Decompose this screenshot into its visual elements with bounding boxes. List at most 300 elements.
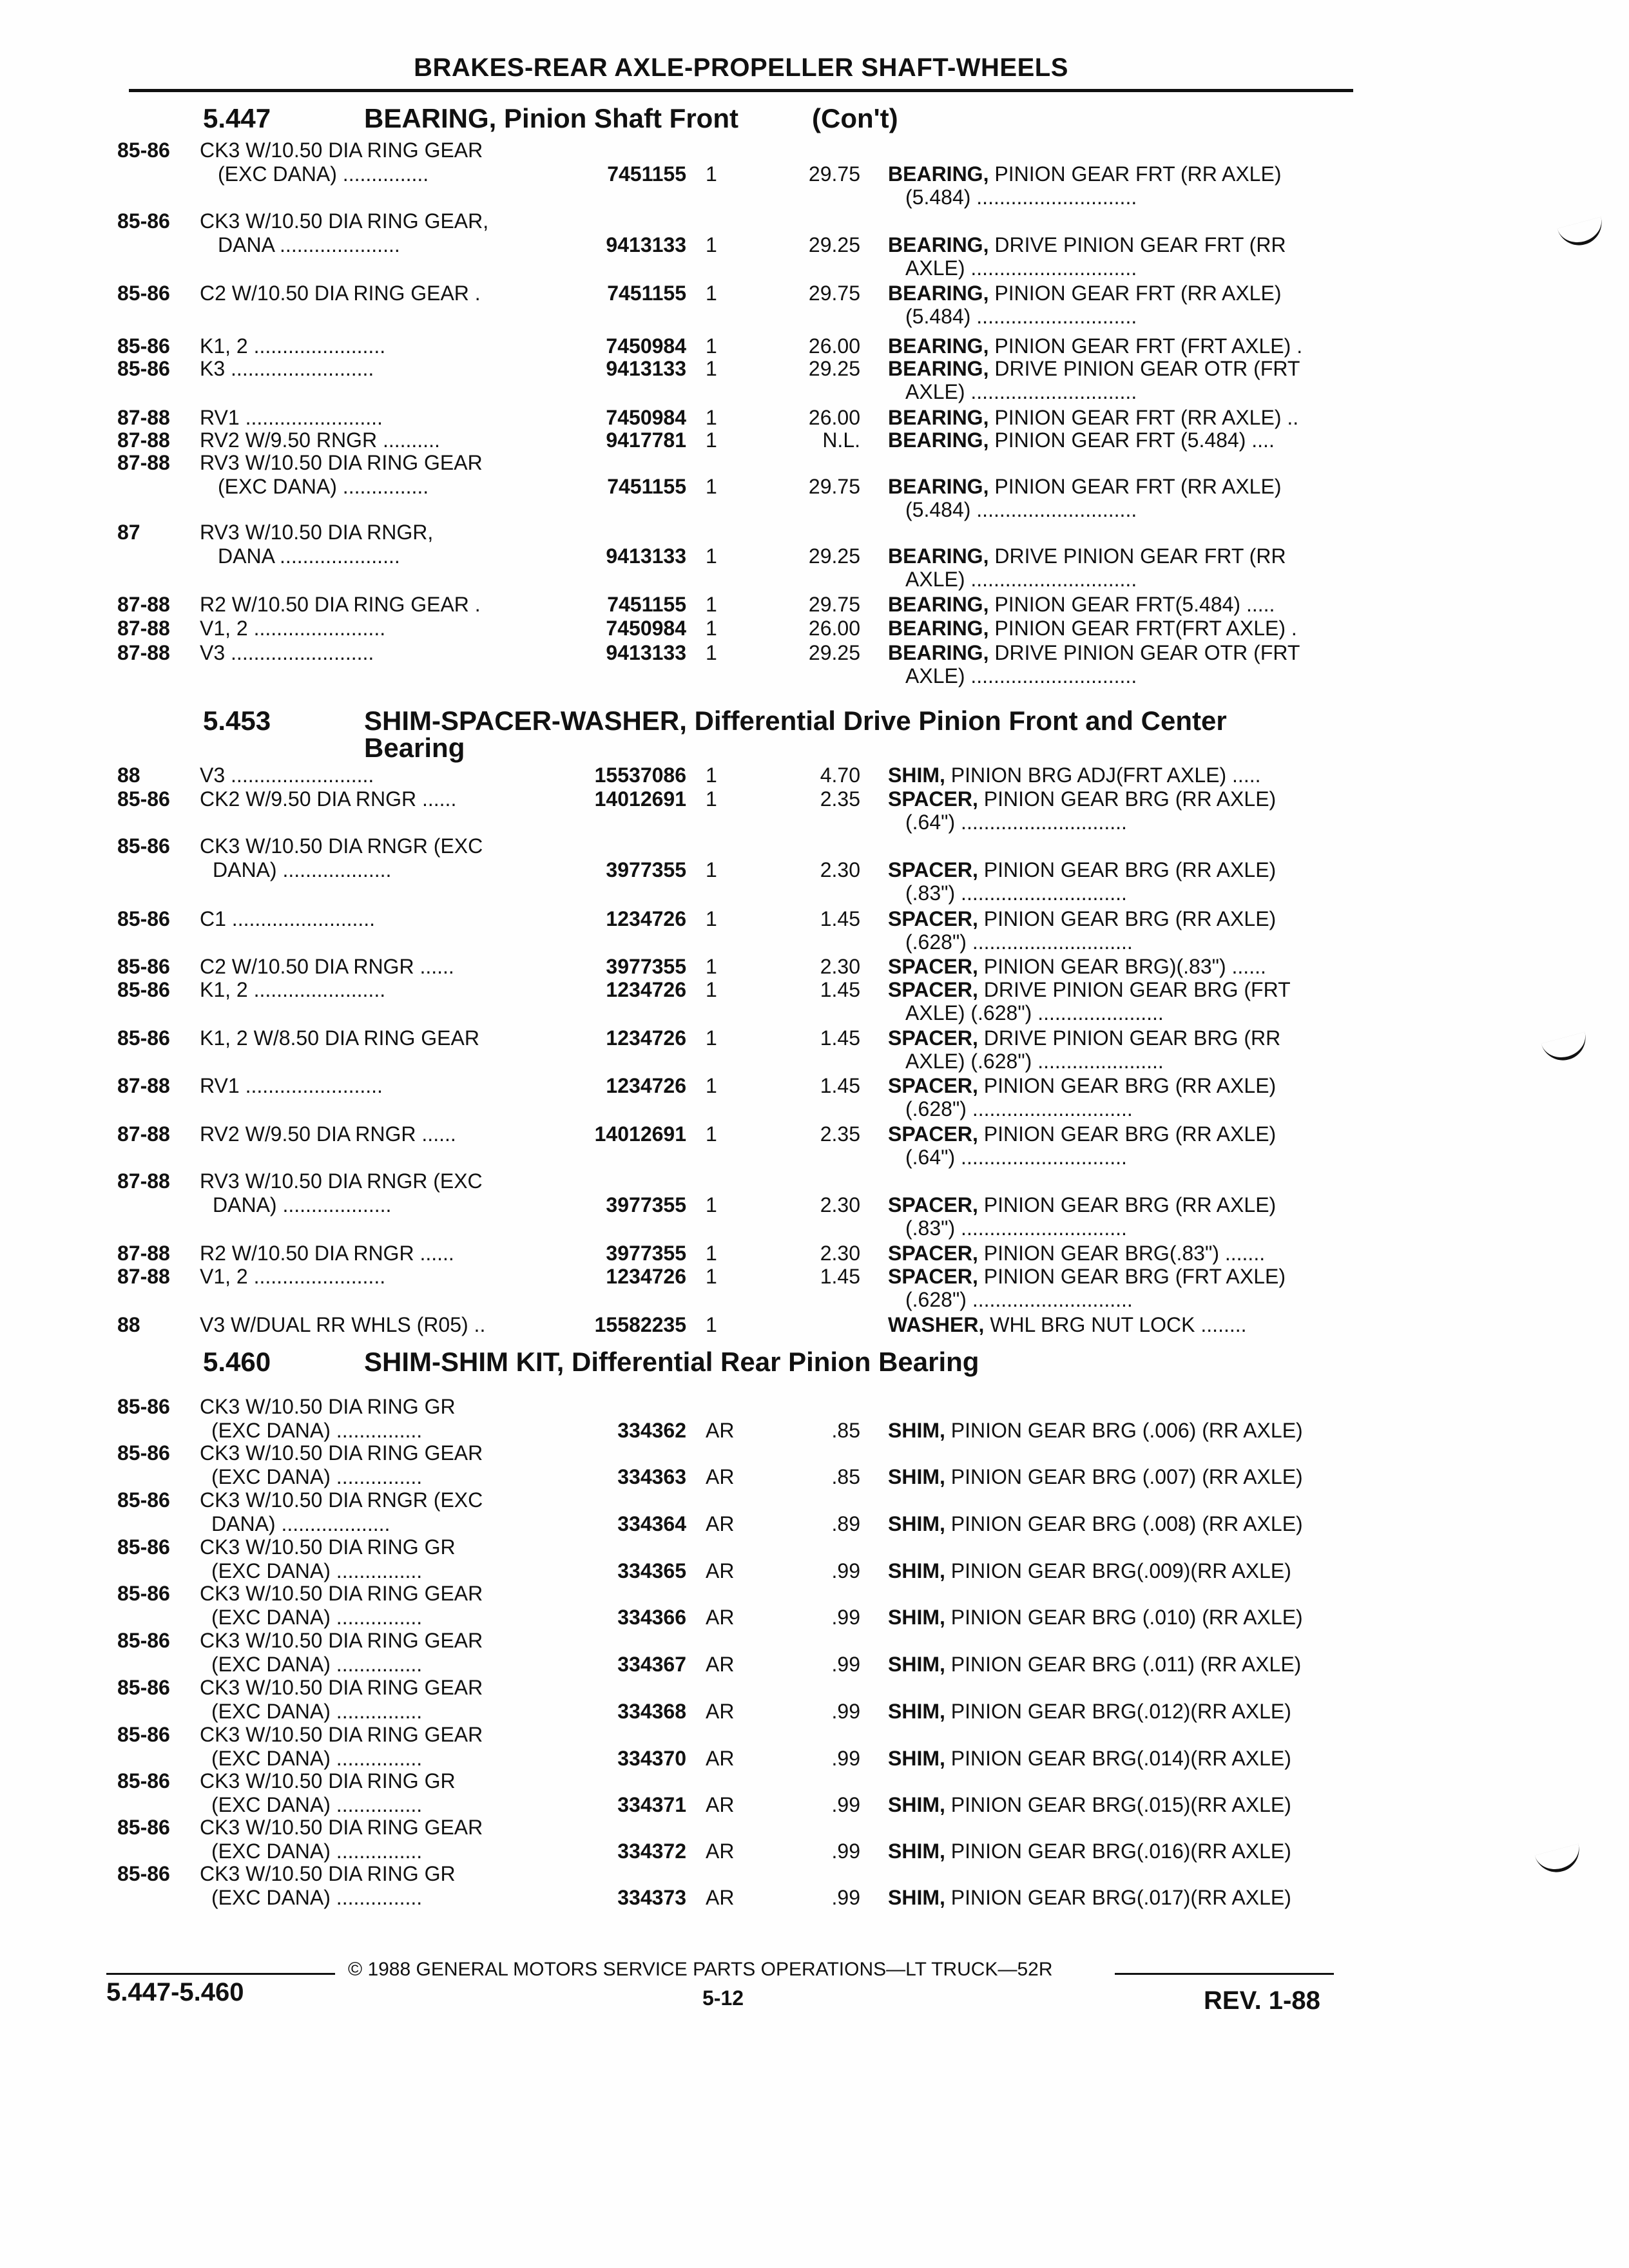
description (888, 1653, 1301, 1677)
description (888, 1242, 1265, 1265)
description-text: PINION GEAR BRG (.011) (RR AXLE) (945, 1653, 1302, 1676)
price: .85 (831, 1419, 860, 1442)
quantity: AR (706, 1747, 735, 1770)
description-text: DRIVE PINION GEAR BRG (RR (978, 1026, 1281, 1050)
model-year: 85-86 (117, 1535, 170, 1559)
model-year: 87-88 (117, 428, 170, 452)
application: RV3 W/10.50 DIA RNGR (EXC (200, 1169, 483, 1193)
description-text: PINION GEAR FRT(5.484) ..... (988, 593, 1275, 616)
price: .99 (831, 1606, 860, 1629)
part-number: 14012691 (594, 1122, 686, 1146)
description (888, 334, 1302, 358)
description-text: PINION GEAR FRT (RR AXLE) .. (988, 406, 1299, 429)
description (888, 1026, 1280, 1050)
price: 29.75 (808, 475, 860, 498)
model-year: 85-86 (117, 1395, 170, 1418)
description (888, 1747, 1291, 1771)
description (888, 907, 1276, 931)
model-year: 85-86 (117, 1582, 170, 1605)
model-year: 85-86 (117, 1441, 170, 1465)
description-noun: BEARING, (888, 593, 989, 616)
application: R2 W/10.50 DIA RING GEAR . (200, 593, 481, 616)
description-noun: SPACER, (888, 787, 978, 811)
application-cont: (EXC DANA) ............... (211, 1653, 423, 1676)
description (888, 282, 1281, 305)
description-noun: BEARING, (888, 357, 989, 380)
description-noun: SPACER, (888, 907, 978, 930)
description (888, 1886, 1291, 1910)
part-number: 3977355 (606, 955, 686, 978)
description (888, 1313, 1247, 1337)
part-number: 9413133 (606, 641, 686, 664)
application: K1, 2 ....................... (200, 334, 386, 358)
model-year: 87-88 (117, 1265, 170, 1288)
section-continued: (Con't) (812, 103, 898, 133)
model-year: 85-86 (117, 978, 170, 1001)
quantity: 1 (706, 1026, 717, 1050)
price: 26.00 (808, 617, 860, 640)
page-number: 5-12 (702, 1986, 744, 2010)
application-cont: (EXC DANA) ............... (211, 1747, 423, 1770)
quantity: 1 (706, 764, 717, 787)
section-title: SHIM-SHIM KIT, Differential Rear Pinion Bearing (364, 1347, 979, 1377)
part-number: 7450984 (606, 406, 686, 429)
model-year: 88 (117, 1313, 140, 1336)
price: 26.00 (808, 334, 860, 358)
description-text: PINION GEAR BRG (FRT AXLE) (978, 1265, 1286, 1288)
application: CK3 W/10.50 DIA RING GEAR (200, 1676, 483, 1699)
application: C2 W/10.50 DIA RING GEAR . (200, 282, 481, 305)
quantity: AR (706, 1840, 735, 1863)
description-noun: SHIM, (888, 1700, 945, 1723)
model-year: 87-88 (117, 641, 170, 664)
description-cont: AXLE) ............................. (905, 568, 1137, 591)
section-number: 5.460 (203, 1347, 271, 1377)
description-noun: SHIM, (888, 1653, 945, 1676)
application: C1 ......................... (200, 907, 376, 930)
application: K1, 2 W/8.50 DIA RING GEAR (200, 1026, 479, 1050)
application: C2 W/10.50 DIA RNGR ...... (200, 955, 454, 978)
description (888, 1074, 1276, 1098)
description-text: PINION GEAR BRG(.012)(RR AXLE) (945, 1700, 1291, 1723)
application-cont: (EXC DANA) ............... (218, 162, 429, 186)
description-cont: (.83") ............................. (905, 1216, 1127, 1240)
application: RV1 ........................ (200, 1074, 383, 1097)
quantity: AR (706, 1793, 735, 1816)
part-number: 7451155 (607, 282, 686, 305)
model-year: 85-86 (117, 139, 170, 162)
part-number: 15582235 (594, 1313, 686, 1336)
model-year: 87-88 (117, 617, 170, 640)
quantity: AR (706, 1419, 735, 1442)
description-noun: BEARING, (888, 282, 989, 305)
description-noun: BEARING, (888, 544, 989, 568)
description-text: PINION GEAR BRG (.008) (RR AXLE) (945, 1512, 1303, 1535)
part-number: 1234726 (606, 907, 686, 930)
price: 2.30 (820, 955, 860, 978)
description-text: PINION GEAR FRT (RR AXLE) (988, 162, 1282, 186)
description-noun: BEARING, (888, 428, 989, 452)
description (888, 787, 1276, 811)
price: 1.45 (820, 907, 860, 930)
model-year: 85-86 (117, 282, 170, 305)
application: CK3 W/10.50 DIA RING GR (200, 1395, 456, 1418)
model-year: 87-88 (117, 1169, 170, 1193)
model-year: 85-86 (117, 1629, 170, 1652)
part-number: 334364 (617, 1512, 686, 1535)
description-cont: AXLE) ............................. (905, 256, 1137, 280)
description-text: PINION GEAR BRG(.017)(RR AXLE) (945, 1886, 1291, 1909)
description-cont: (.628") ............................ (905, 1097, 1133, 1120)
model-year: 87-88 (117, 406, 170, 429)
description-noun: SHIM, (888, 1465, 945, 1488)
part-number: 334367 (617, 1653, 686, 1676)
application-cont: (EXC DANA) ............... (211, 1559, 423, 1582)
model-year: 85-86 (117, 834, 170, 858)
description (888, 1700, 1291, 1724)
description (888, 1465, 1303, 1489)
price: .99 (831, 1559, 860, 1582)
description-noun: BEARING, (888, 334, 989, 358)
part-number: 9413133 (606, 233, 686, 256)
price: 29.75 (808, 162, 860, 186)
description-noun: BEARING, (888, 162, 989, 186)
part-number: 7451155 (607, 162, 686, 186)
model-year: 87-88 (117, 593, 170, 616)
description-text: PINION GEAR BRG (RR AXLE) (978, 1193, 1277, 1216)
description (888, 1122, 1276, 1146)
description-text: PINION GEAR BRG(.014)(RR AXLE) (945, 1747, 1291, 1770)
quantity: 1 (706, 787, 717, 811)
description-text: PINION GEAR FRT(FRT AXLE) . (988, 617, 1297, 640)
price: .99 (831, 1886, 860, 1909)
part-number: 3977355 (606, 1242, 686, 1265)
application-cont: DANA) ................... (213, 1193, 392, 1216)
description-text: PINION GEAR BRG(.016)(RR AXLE) (945, 1840, 1291, 1863)
quantity: AR (706, 1700, 735, 1723)
model-year: 85-86 (117, 357, 170, 380)
model-year: 87 (117, 521, 140, 544)
application: V1, 2 ....................... (200, 1265, 386, 1288)
price: 29.25 (808, 641, 860, 664)
description-noun: SPACER, (888, 955, 978, 978)
model-year: 85-86 (117, 1862, 170, 1885)
part-number: 1234726 (606, 1074, 686, 1097)
description-text: DRIVE PINION GEAR BRG (FRT (978, 978, 1291, 1001)
description-text: DRIVE PINION GEAR OTR (FRT (988, 357, 1300, 380)
description-cont: AXLE) (.628") ...................... (905, 1001, 1164, 1024)
description-cont: (.83") ............................. (905, 881, 1127, 905)
part-number: 334366 (617, 1606, 686, 1629)
quantity: AR (706, 1886, 735, 1909)
description-cont: AXLE) (.628") ...................... (905, 1050, 1164, 1073)
section-title: SHIM-SPACER-WASHER, Differential Drive Pinion Front and Center (364, 706, 1227, 736)
description-noun: SPACER, (888, 1193, 978, 1216)
part-number: 334363 (617, 1465, 686, 1488)
application: CK3 W/10.50 DIA RNGR (EXC (200, 1488, 483, 1512)
application-cont: (EXC DANA) ............... (211, 1606, 423, 1629)
description-cont: (5.484) ............................ (905, 498, 1137, 521)
description (888, 1793, 1291, 1817)
section-title: BEARING, Pinion Shaft Front (364, 103, 738, 133)
application: CK3 W/10.50 DIA RING GR (200, 1535, 456, 1559)
model-year: 85-86 (117, 1488, 170, 1512)
footer-rule (106, 1973, 335, 1975)
part-number: 15537086 (594, 764, 686, 787)
application-cont: (EXC DANA) ............... (211, 1840, 423, 1863)
description-noun: BEARING, (888, 233, 989, 256)
price: .99 (831, 1793, 860, 1816)
part-number: 7450984 (606, 617, 686, 640)
model-year: 85-86 (117, 907, 170, 930)
description-cont: (.628") ............................ (905, 1288, 1133, 1311)
description (888, 617, 1297, 640)
description-text: DRIVE PINION GEAR OTR (FRT (988, 641, 1300, 664)
quantity: 1 (706, 907, 717, 930)
application: RV2 W/9.50 DIA RNGR ...... (200, 1122, 456, 1146)
description (888, 406, 1298, 430)
part-number: 1234726 (606, 1026, 686, 1050)
part-number: 1234726 (606, 1265, 686, 1288)
quantity: 1 (706, 544, 717, 568)
margin-mark (1535, 1844, 1585, 1878)
description-noun: SHIM, (888, 1747, 945, 1770)
quantity: 1 (706, 593, 717, 616)
quantity: 1 (706, 334, 717, 358)
part-number: 9413133 (606, 544, 686, 568)
margin-mark (1557, 217, 1607, 251)
quantity: 1 (706, 428, 717, 452)
description (888, 1606, 1303, 1629)
application: CK3 W/10.50 DIA RING GEAR (200, 1582, 483, 1605)
part-number: 334362 (617, 1419, 686, 1442)
description (888, 1512, 1303, 1536)
price: .89 (831, 1512, 860, 1535)
quantity: 1 (706, 641, 717, 664)
description (888, 978, 1291, 1002)
part-number: 334371 (617, 1793, 686, 1816)
model-year: 85-86 (117, 1769, 170, 1792)
description-noun: WASHER, (888, 1313, 985, 1336)
model-year: 85-86 (117, 334, 170, 358)
description-text: PINION GEAR BRG(.015)(RR AXLE) (945, 1793, 1291, 1816)
description-text: PINION GEAR BRG (.006) (RR AXLE) (945, 1419, 1303, 1442)
application-cont: (EXC DANA) ............... (211, 1465, 423, 1488)
description-noun: SHIM, (888, 764, 945, 787)
description-text: PINION BRG ADJ(FRT AXLE) ..... (945, 764, 1261, 787)
description-noun: BEARING, (888, 406, 989, 429)
application: CK3 W/10.50 DIA RING GEAR (200, 1816, 483, 1839)
page-title: BRAKES-REAR AXLE-PROPELLER SHAFT-WHEELS (414, 53, 1068, 82)
application: CK2 W/9.50 DIA RNGR ...... (200, 787, 457, 811)
quantity: 1 (706, 406, 717, 429)
model-year: 85-86 (117, 209, 170, 233)
model-year: 87-88 (117, 1074, 170, 1097)
description (888, 1419, 1303, 1443)
application: CK3 W/10.50 DIA RING GR (200, 1862, 456, 1885)
description-text: PINION GEAR BRG(.83") ....... (978, 1242, 1266, 1265)
part-number: 334368 (617, 1700, 686, 1723)
description-noun: SPACER, (888, 1242, 978, 1265)
description-noun: SPACER, (888, 1074, 978, 1097)
description-noun: SPACER, (888, 1122, 978, 1146)
price: 29.75 (808, 593, 860, 616)
section-number: 5.453 (203, 706, 271, 736)
price: 2.30 (820, 1242, 860, 1265)
description-text: PINION GEAR FRT (FRT AXLE) . (988, 334, 1303, 358)
description (888, 641, 1300, 665)
part-number: 14012691 (594, 787, 686, 811)
application-cont: (EXC DANA) ............... (218, 475, 429, 498)
description (888, 858, 1276, 882)
part-number: 334365 (617, 1559, 686, 1582)
price: 2.35 (820, 1122, 860, 1146)
application: R2 W/10.50 DIA RNGR ...... (200, 1242, 454, 1265)
description-text: DRIVE PINION GEAR FRT (RR (988, 544, 1286, 568)
description-text: PINION GEAR FRT (5.484) .... (988, 428, 1275, 452)
description-cont: (.64") ............................. (905, 811, 1127, 834)
description (888, 475, 1281, 499)
application-cont: DANA ..................... (218, 544, 400, 568)
price: N.L. (822, 428, 860, 452)
part-number: 9417781 (606, 428, 686, 452)
description-text: PINION GEAR BRG (.010) (RR AXLE) (945, 1606, 1303, 1629)
application-cont: (EXC DANA) ............... (211, 1793, 423, 1816)
model-year: 85-86 (117, 787, 170, 811)
price: .99 (831, 1840, 860, 1863)
model-year: 85-86 (117, 1816, 170, 1839)
description-noun: SPACER, (888, 978, 978, 1001)
application: CK3 W/10.50 DIA RING GEAR (200, 1441, 483, 1465)
application-cont: DANA ..................... (218, 233, 400, 256)
description-cont: (5.484) ............................ (905, 305, 1137, 328)
price: .99 (831, 1747, 860, 1770)
quantity: 1 (706, 858, 717, 881)
description-noun: SHIM, (888, 1419, 945, 1442)
price: .99 (831, 1653, 860, 1676)
description-noun: SHIM, (888, 1512, 945, 1535)
price: 2.30 (820, 1193, 860, 1216)
quantity: 1 (706, 978, 717, 1001)
part-number: 7451155 (607, 593, 686, 616)
description (888, 162, 1281, 186)
description-text: PINION GEAR FRT (RR AXLE) (988, 282, 1282, 305)
page-header (129, 50, 1353, 92)
model-year: 85-86 (117, 1026, 170, 1050)
quantity: AR (706, 1606, 735, 1629)
application: RV1 ........................ (200, 406, 383, 429)
description-cont: AXLE) ............................. (905, 664, 1137, 687)
application-cont: (EXC DANA) ............... (211, 1700, 423, 1723)
application: RV3 W/10.50 DIA RING GEAR (200, 451, 483, 474)
price: 1.45 (820, 1265, 860, 1288)
section-number: 5.447 (203, 103, 271, 133)
application: V3 W/DUAL RR WHLS (R05) .. (200, 1313, 486, 1336)
description (888, 764, 1260, 787)
quantity: 1 (706, 955, 717, 978)
price: 2.35 (820, 787, 860, 811)
quantity: 1 (706, 1122, 717, 1146)
application: CK3 W/10.50 DIA RING GEAR (200, 1629, 483, 1652)
description-text: PINION GEAR BRG (RR AXLE) (978, 1122, 1277, 1146)
description (888, 1840, 1291, 1863)
price: 2.30 (820, 858, 860, 881)
application-cont: (EXC DANA) ............... (211, 1419, 423, 1442)
price: .99 (831, 1700, 860, 1723)
model-year: 87-88 (117, 1242, 170, 1265)
quantity: 1 (706, 1242, 717, 1265)
description (888, 955, 1266, 979)
description-cont: (.64") ............................. (905, 1146, 1127, 1169)
description-text: PINION GEAR BRG (.007) (RR AXLE) (945, 1465, 1303, 1488)
description-text: PINION GEAR BRG)(.83") ...... (978, 955, 1266, 978)
application-cont: DANA) ................... (213, 858, 392, 881)
price: 1.45 (820, 978, 860, 1001)
price: 29.25 (808, 357, 860, 380)
application: V1, 2 ....................... (200, 617, 386, 640)
quantity: 1 (706, 1313, 717, 1336)
quantity: AR (706, 1653, 735, 1676)
description-cont: (.628") ............................ (905, 930, 1133, 954)
description-noun: SHIM, (888, 1606, 945, 1629)
application: CK3 W/10.50 DIA RING GEAR (200, 139, 483, 162)
part-number: 7450984 (606, 334, 686, 358)
quantity: AR (706, 1465, 735, 1488)
application: RV2 W/9.50 RNGR .......... (200, 428, 440, 452)
price: 29.25 (808, 544, 860, 568)
application: K3 ......................... (200, 357, 374, 380)
quantity: 1 (706, 162, 717, 186)
application-cont: (EXC DANA) ............... (211, 1886, 423, 1909)
description-noun: SHIM, (888, 1840, 945, 1863)
description-text: PINION GEAR BRG (RR AXLE) (978, 907, 1277, 930)
model-year: 85-86 (117, 1723, 170, 1746)
description-noun: SPACER, (888, 858, 978, 881)
application: K1, 2 ....................... (200, 978, 386, 1001)
description-text: PINION GEAR BRG (RR AXLE) (978, 787, 1277, 811)
section-title-line2: Bearing (364, 733, 465, 763)
description-noun: SHIM, (888, 1559, 945, 1582)
model-year: 87-88 (117, 1122, 170, 1146)
description-cont: AXLE) ............................. (905, 380, 1137, 403)
quantity: 1 (706, 357, 717, 380)
footer-rule (1115, 1973, 1334, 1975)
description-text: DRIVE PINION GEAR FRT (RR (988, 233, 1286, 256)
revision-date: REV. 1-88 (1204, 1986, 1320, 2015)
model-year: 87-88 (117, 451, 170, 474)
application: V3 ......................... (200, 641, 374, 664)
description (888, 357, 1300, 381)
application: CK3 W/10.50 DIA RING GEAR, (200, 209, 489, 233)
quantity: 1 (706, 1074, 717, 1097)
description-cont: (5.484) ............................ (905, 186, 1137, 209)
description-text: PINION GEAR BRG (RR AXLE) (978, 858, 1277, 881)
footer-copyright: © 1988 GENERAL MOTORS SERVICE PARTS OPERATIONS—LT TRUCK—52R (348, 1959, 1053, 1980)
part-number: 1234726 (606, 978, 686, 1001)
description-noun: SPACER, (888, 1265, 978, 1288)
description-text: PINION GEAR FRT (RR AXLE) (988, 475, 1282, 498)
application: RV3 W/10.50 DIA RNGR, (200, 521, 434, 544)
description-noun: BEARING, (888, 617, 989, 640)
description-noun: BEARING, (888, 641, 989, 664)
description-noun: SHIM, (888, 1886, 945, 1909)
margin-mark (1541, 1032, 1591, 1066)
part-number: 3977355 (606, 1193, 686, 1216)
model-year: 85-86 (117, 955, 170, 978)
description (888, 544, 1286, 568)
quantity: AR (706, 1512, 735, 1535)
description-noun: BEARING, (888, 475, 989, 498)
